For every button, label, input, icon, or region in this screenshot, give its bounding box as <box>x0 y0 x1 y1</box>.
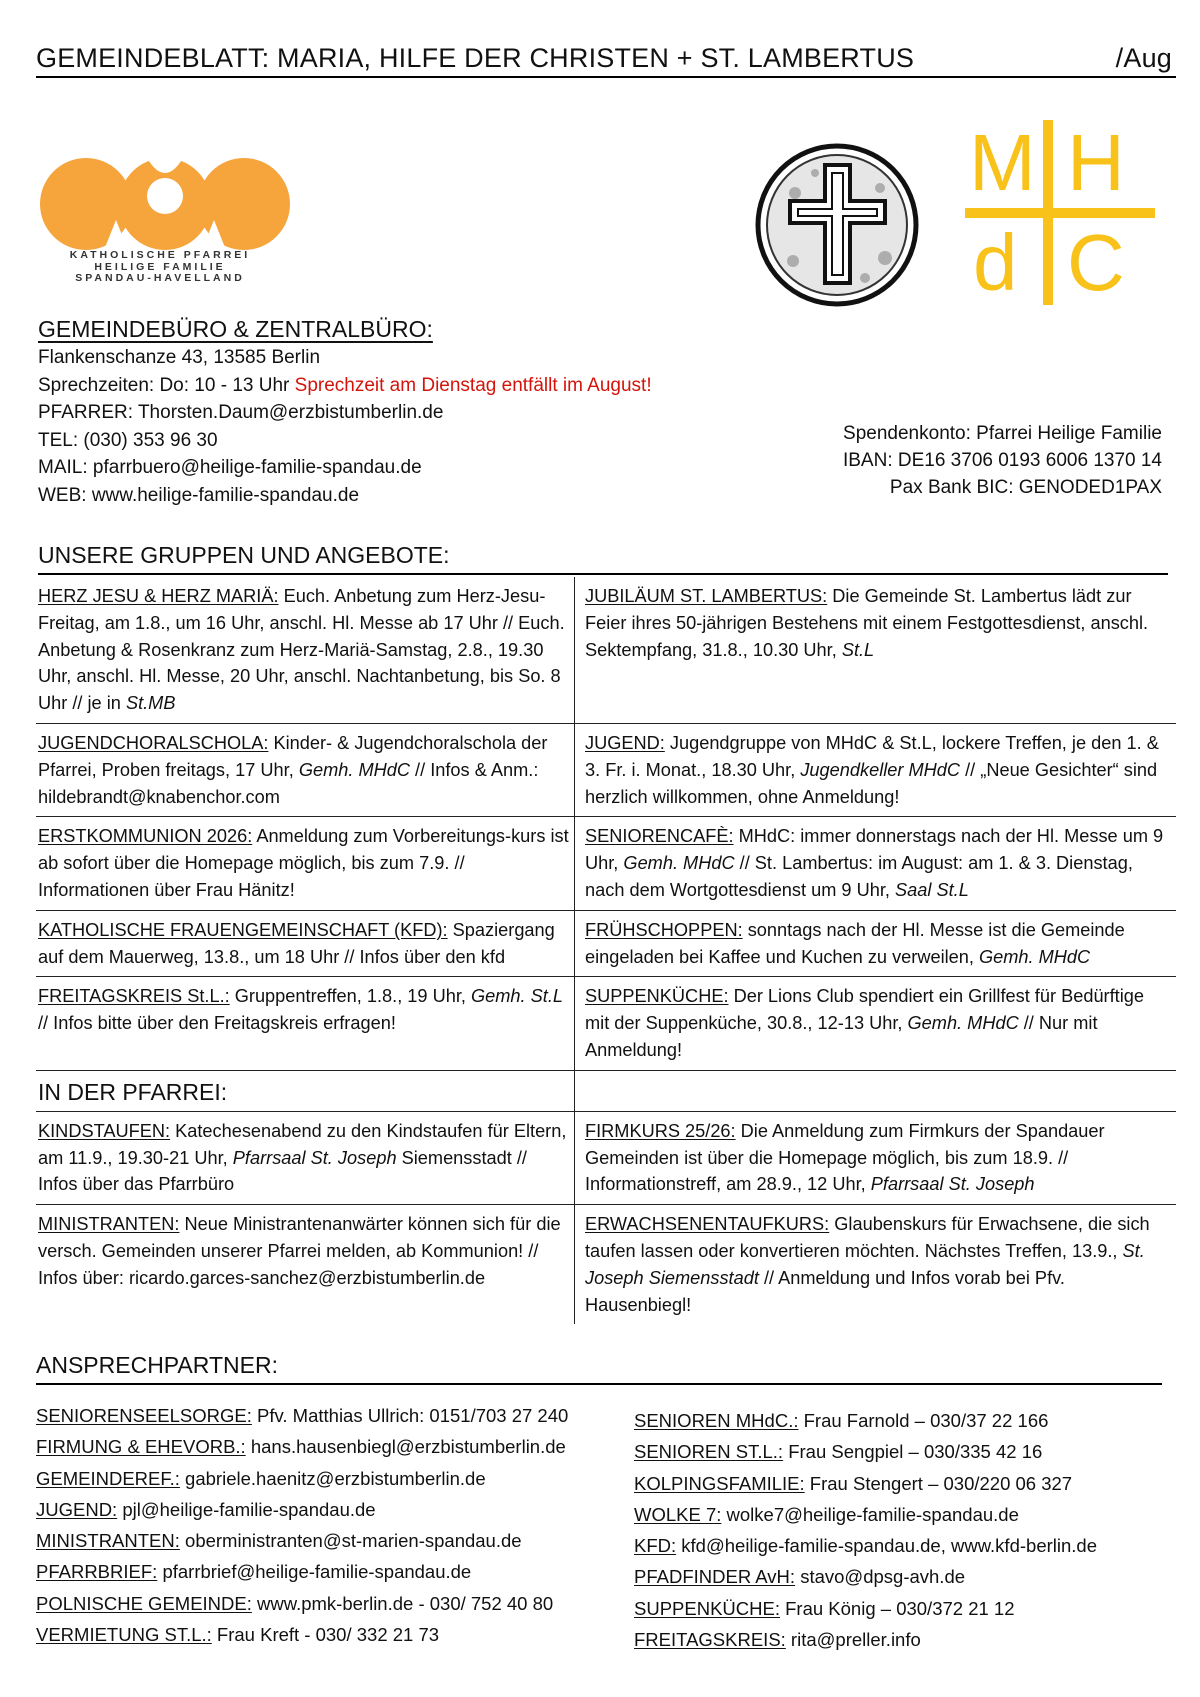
entry-text: Der Lions Club spendiert ein Grillfest für Bedürftige mit der Suppenküche, 30.8., 12-13 Uhr, <box>585 986 1144 1034</box>
table-row <box>36 724 1176 817</box>
groups-rows <box>36 577 1176 1071</box>
entry-place: Pfarrsaal St. Joseph <box>870 1174 1035 1195</box>
entry-cell-right <box>575 977 1176 1069</box>
entry-key: FIRMKURS 25/26: <box>585 1120 736 1141</box>
office-mail: MAIL: pfarrbuero@heilige-familie-spandau.de <box>38 457 422 478</box>
contact-key: GEMEINDEREF.: <box>36 1467 180 1489</box>
parish-rows <box>36 1112 1176 1325</box>
contact-key: FIRMUNG & EHEVORB.: <box>36 1436 246 1458</box>
mhdc-letter-m: M <box>969 120 1036 207</box>
entry-text: Katechesenabend zu den Kindstaufen für Eltern, am 11.9., 19.30-21 Uhr, <box>38 1120 567 1168</box>
entry-cell-left <box>36 1112 575 1204</box>
contact-value: kfd@heilige-familie-spandau.de, www.kfd-berlin.de <box>676 1535 1097 1557</box>
office-address: Flankenschanze 43, 13585 Berlin <box>38 347 321 368</box>
entry-tail: // St. Lambertus: im August: am 1. & 3. Dienstag, nach dem Wortgottesdienst um 9 Uhr, <box>585 853 1133 900</box>
contact-value: wolke7@heilige-familie-spandau.de <box>721 1503 1019 1525</box>
logo-caption-line: HEILIGE FAMILIE <box>94 260 226 273</box>
entry-place: St.L <box>841 639 875 660</box>
contact-item <box>634 1561 1174 1592</box>
contact-item <box>36 1525 596 1556</box>
groups-grid <box>36 577 1176 1324</box>
office-hours-line <box>38 372 738 400</box>
office-web: WEB: www.heilige-familie-spandau.de <box>38 484 360 506</box>
entry-cell-left <box>36 577 575 723</box>
parish-logo-mark <box>40 158 290 250</box>
entry-tail: // Infos bitte über den Freitagskreis erfragen! <box>38 1013 396 1034</box>
contact-value: Pfv. Matthias Ullrich: 0151/703 27 240 <box>251 1405 569 1426</box>
contact-value: stavo@dpsg-avh.de <box>795 1566 966 1588</box>
contact-item <box>634 1405 1174 1436</box>
entry-place: Gemh. MHdC <box>623 853 735 874</box>
contact-item <box>36 1463 596 1494</box>
month-label: /Aug <box>1115 43 1172 73</box>
mhdc-logo <box>965 120 1155 305</box>
logo-caption-line: KATHOLISCHE PFARREI <box>69 249 251 261</box>
contact-value: www.pmk-berlin.de - 030/ 752 40 80 <box>251 1592 554 1614</box>
parish-logo <box>40 158 290 288</box>
contact-key: SENIOREN ST.L.: <box>634 1441 784 1463</box>
contact-value: hans.hausenbiegl@erzbistumberlin.de <box>245 1436 566 1458</box>
entry-place: Gemh. MHdC <box>907 1013 1019 1034</box>
table-row <box>36 577 1176 724</box>
entry-key: JUGENDCHORALSCHOLA: <box>38 732 269 753</box>
entry-place: Gemh. MHdC <box>298 759 410 780</box>
contact-key: MINISTRANTEN: <box>36 1530 180 1552</box>
contact-key: SENIORENSEELSORGE: <box>36 1405 252 1426</box>
entry-text: Jugendgruppe von MHdC & St.L, lockere Treffen, je den 1. & 3. Fr. i. Monat., 18.30 Uhr, <box>585 732 1159 780</box>
entry-cell-right <box>575 724 1176 816</box>
mhdc-cross-icon <box>965 120 1155 305</box>
entry-text: sonntags nach der Hl. Messe ist die Gemeinde eingeladen bei Kaffee und Kuchen zu verweilen, <box>585 919 1125 967</box>
seal-cross-icon <box>755 143 920 308</box>
parish-title-row <box>36 1071 1176 1112</box>
contact-value: Frau Sengpiel – 030/335 42 16 <box>783 1441 1043 1463</box>
entry-text: Spaziergang auf dem Mauerweg, 13.8., um 18 Uhr // Infos über den kfd <box>38 919 555 967</box>
entry-key: SENIORENCAFÈ: <box>585 826 734 847</box>
mhdc-letter-h: H <box>1067 120 1125 207</box>
entry-cell-left <box>36 977 575 1069</box>
entry-text: Gruppentreffen, 1.8., 19 Uhr, <box>229 986 471 1007</box>
contact-item <box>36 1431 596 1462</box>
contact-item <box>634 1436 1174 1467</box>
entry-text: Kinder- & Jugendchoralschola der Pfarrei, Proben freitags, 17 Uhr, <box>38 732 548 780</box>
contact-item <box>36 1400 596 1431</box>
table-row <box>36 817 1176 910</box>
mhdc-letter-c: C <box>1067 218 1125 305</box>
entry-cell-right <box>575 1205 1176 1324</box>
entry-tail: // Anmeldung und Infos vorab bei Pfv. Hausenbiegl! <box>585 1267 1065 1315</box>
entry-cell-right <box>575 911 1176 977</box>
church-seal <box>755 143 920 308</box>
contact-value: gabriele.haenitz@erzbistumberlin.de <box>179 1467 486 1489</box>
contact-key: SUPPENKÜCHE: <box>634 1597 780 1619</box>
entry-text: MHdC: immer donnerstags nach der Hl. Messe um 9 Uhr, <box>585 826 1164 874</box>
contact-key: POLNISCHE GEMEINDE: <box>36 1592 252 1614</box>
contact-value: pjl@heilige-familie-spandau.de <box>117 1498 376 1520</box>
entry-cell-right <box>575 1112 1176 1204</box>
office-title: GEMEINDEBÜRO & ZENTRALBÜRO: <box>38 316 433 342</box>
contact-key: SENIOREN MHdC.: <box>634 1410 799 1431</box>
page-title <box>36 40 1176 78</box>
entry-tail: Siemensstadt // Infos über das Pfarrbüro <box>38 1147 527 1195</box>
table-row <box>36 1205 1176 1324</box>
table-row <box>36 977 1176 1070</box>
entry-text: Euch. Anbetung zum Herz-Jesu-Freitag, am 1.8., um 16 Uhr, anschl. Hl. Messe ab 17 Uhr // Euch. Anbetung & Rosenkranz zum Herz-Mariä-Samstag, 2.8., 19.30 Uhr, anschl. Hl. Messe, 20 Uhr, anschl. Nachtanbetung, bis So. 8 Uhr // je in <box>38 586 565 714</box>
contact-item <box>36 1494 596 1525</box>
contact-key: KFD: <box>634 1535 677 1557</box>
entry-text: Anmeldung zum Vorbereitungs-kurs ist ab sofort über die Homepage möglich, bis zum 7.9. // Informationen über Frau Hänitz! <box>38 826 569 900</box>
entry-cell-left <box>36 911 575 977</box>
entry-cell-left <box>36 724 575 816</box>
contact-value: Frau Kreft - 030/ 332 21 73 <box>211 1624 440 1646</box>
entry-place: Saal St.L <box>895 879 969 900</box>
office-pastor: PFARRER: Thorsten.Daum@erzbistumberlin.de <box>38 402 444 423</box>
entry-text: Die Anmeldung zum Firmkurs der Spandauer Gemeinden ist über die Homepage möglich, bis zum 18.9. // Informationstreff, am 28.9., 12 Uhr, <box>585 1120 1105 1195</box>
entry-key: KATHOLISCHE FRAUENGEMEINSCHAFT (KFD): <box>38 919 448 940</box>
entry-place: St. Joseph Siemensstadt <box>585 1240 1145 1288</box>
entry-place: St.MB <box>125 693 176 714</box>
entry-key: FRÜHSCHOPPEN: <box>585 919 743 940</box>
entry-text: Glaubenskurs für Erwachsene, die sich taufen lassen oder konvertieren möchten. Nächstes Treffen, 13.9., <box>585 1214 1150 1261</box>
entry-cell-right <box>575 817 1176 909</box>
mhdc-letter-d: d <box>973 218 1018 305</box>
contact-item <box>634 1499 1174 1530</box>
entry-text: Die Gemeinde St. Lambertus lädt zur Feier ihres 50-jährigen Bestehens mit einem Festgottesdienst, anschl. Sektempfang, 31.8., 10.30 Uhr, <box>585 586 1149 660</box>
contact-key: FREITAGSKREIS: <box>634 1629 786 1651</box>
entry-cell-right <box>575 577 1176 723</box>
office-hours-note: Sprechzeit am Dienstag entfällt im August! <box>294 374 652 396</box>
entry-place: Pfarrsaal St. Joseph <box>232 1147 397 1168</box>
contact-key: PFARRBRIEF: <box>36 1561 158 1583</box>
contact-item <box>634 1624 1174 1655</box>
entry-key: ERWACHSENENTAUFKURS: <box>585 1214 830 1235</box>
contact-value: rita@preller.info <box>785 1629 921 1651</box>
donation-account: Spendenkonto: Pfarrei Heilige Familie <box>843 423 1162 444</box>
entry-key: JUGEND: <box>585 732 665 753</box>
contact-key: JUGEND: <box>36 1498 118 1520</box>
entry-key: ERSTKOMMUNION 2026: <box>38 826 253 847</box>
logo-caption-line: SPANDAU-HAVELLAND <box>75 272 245 284</box>
contacts-title: ANSPRECHPARTNER: <box>36 1350 1162 1385</box>
contact-key: WOLKE 7: <box>634 1503 722 1525</box>
office-hours: Sprechzeiten: Do: 10 - 13 Uhr <box>38 374 290 396</box>
contact-item <box>634 1593 1174 1624</box>
entry-key: SUPPENKÜCHE: <box>585 986 729 1007</box>
entry-text: Neue Ministrantenanwärter können sich für die versch. Gemeinden unserer Pfarrei melden, ab Kommunion! // Infos über: ricardo.garces-sanchez@erzbistumberlin.de <box>38 1214 561 1288</box>
contact-key: VERMIETUNG ST.L.: <box>36 1624 212 1646</box>
parish-title: IN DER PFARREI: <box>36 1071 575 1111</box>
donation-bic: Pax Bank BIC: GENODED1PAX <box>889 477 1162 498</box>
contact-item <box>634 1530 1174 1561</box>
contact-value: pfarrbrief@heilige-familie-spandau.de <box>157 1561 472 1583</box>
parish-logo-caption <box>40 250 280 285</box>
parish-title-empty <box>575 1071 1176 1111</box>
contact-value: Frau Farnold – 030/37 22 166 <box>798 1410 1049 1431</box>
contact-item <box>36 1556 596 1587</box>
contacts-right <box>634 1405 1174 1655</box>
contact-item <box>634 1468 1174 1499</box>
contact-item <box>36 1588 596 1619</box>
donation-iban: IBAN: DE16 3706 0193 6006 1370 14 <box>842 450 1162 471</box>
contact-item <box>36 1619 596 1650</box>
entry-key: HERZ JESU & HERZ MARIÄ: <box>38 586 279 606</box>
contacts-left <box>36 1400 596 1650</box>
donation-block <box>770 420 1162 501</box>
table-row <box>36 1112 1176 1205</box>
entry-cell-left <box>36 1205 575 1324</box>
entry-place: Gemh. St.L <box>471 986 563 1007</box>
entry-tail: // „Neue Gesichter“ sind herzlich willkommen, ohne Anmeldung! <box>585 759 1158 807</box>
office-tel: TEL: (030) 353 96 30 <box>38 429 218 451</box>
contact-value: Frau Stengert – 030/220 06 327 <box>804 1472 1073 1494</box>
entry-key: FREITAGSKREIS St.L.: <box>38 986 230 1007</box>
title-text: GEMEINDEBLATT: MARIA, HILFE DER CHRISTEN + ST. LAMBERTUS <box>36 43 915 73</box>
entry-tail: // Nur mit Anmeldung! <box>585 1013 1098 1060</box>
groups-title: UNSERE GRUPPEN UND ANGEBOTE: <box>38 540 1168 575</box>
contact-value: Frau König – 030/372 21 12 <box>779 1597 1015 1619</box>
entry-place: Gemh. MHdC <box>979 946 1091 967</box>
contact-key: PFADFINDER AvH: <box>634 1566 796 1588</box>
office-block <box>38 314 738 509</box>
entry-tail: // Infos & Anm.: hildebrandt@knabenchor.com <box>38 759 539 807</box>
entry-key: KINDSTAUFEN: <box>38 1120 171 1141</box>
contact-value: oberministranten@st-marien-spandau.de <box>179 1530 522 1552</box>
entry-key: JUBILÄUM ST. LAMBERTUS: <box>585 586 828 606</box>
entry-cell-left <box>36 817 575 909</box>
entry-place: Jugendkeller MHdC <box>800 759 961 780</box>
contact-key: KOLPINGSFAMILIE: <box>634 1472 805 1494</box>
table-row <box>36 911 1176 978</box>
entry-key: MINISTRANTEN: <box>38 1214 180 1235</box>
